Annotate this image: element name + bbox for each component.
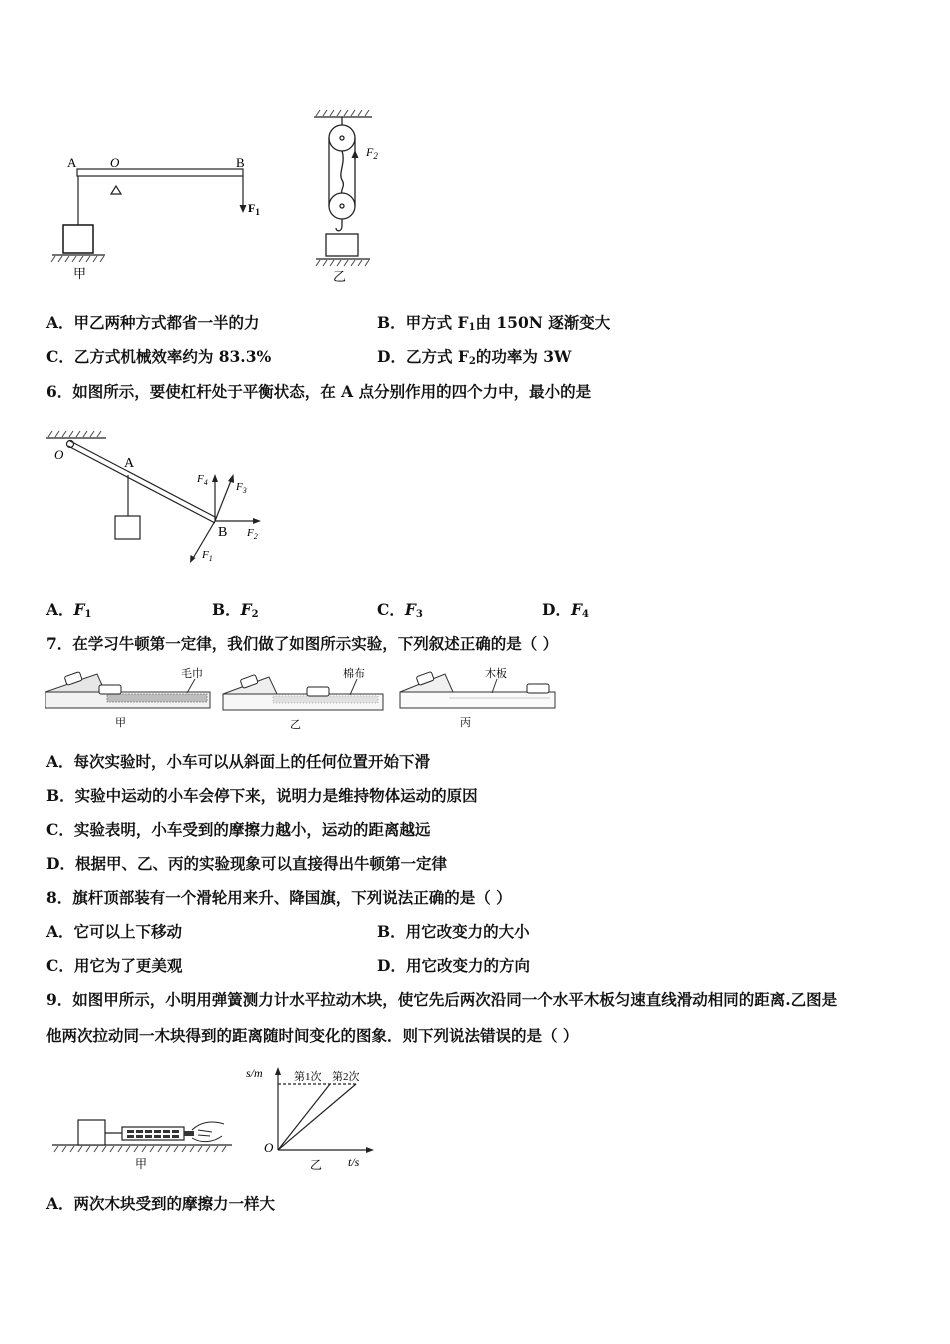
spring-scale bbox=[122, 1127, 184, 1140]
q7-stem: 7．在学习牛顿第一定律，我们做了如图所示实验，下列叙述正确的是（ ） bbox=[46, 634, 559, 653]
label-run1: 第1次 bbox=[294, 1071, 322, 1083]
label-a: A bbox=[67, 155, 77, 170]
figure-q7-experiments bbox=[45, 660, 557, 734]
force-f3 bbox=[215, 478, 232, 521]
label-f3: $F_3$ bbox=[236, 481, 247, 495]
q7-option-d: D．根据甲、乙、丙的实验现象可以直接得出牛顿第一定律 bbox=[46, 854, 447, 873]
q6-option-a: A．$F_1$ bbox=[46, 600, 92, 620]
q5-option-b: B．甲方式 $F_1$由 150N 逐渐变大 bbox=[377, 313, 611, 333]
line-run1 bbox=[278, 1084, 330, 1150]
panel-cotton bbox=[223, 666, 383, 731]
label-a: A bbox=[124, 456, 135, 471]
q8-option-a: A．它可以上下移动 bbox=[46, 922, 183, 941]
caption-yi: 乙 bbox=[310, 1158, 323, 1172]
q9-option-a: A．两次木块受到的摩擦力一样大 bbox=[46, 1194, 276, 1213]
figure-q9-jia bbox=[52, 1100, 242, 1175]
weight-block bbox=[115, 516, 140, 539]
figure-jia-lever bbox=[50, 150, 290, 285]
q7-option-b: B．实验中运动的小车会停下来，说明力是维持物体运动的原因 bbox=[46, 786, 478, 805]
fixed-pulley bbox=[329, 125, 355, 151]
q6-option-d: D．$F_4$ bbox=[542, 600, 589, 620]
arrowhead bbox=[240, 205, 247, 213]
label-b: B bbox=[236, 155, 245, 170]
lever-bottom-edge bbox=[68, 446, 215, 523]
label-f4: $F_4$ bbox=[197, 473, 208, 487]
figure-q9-yi-graph bbox=[244, 1062, 379, 1174]
x-axis-label: t/s bbox=[348, 1155, 360, 1169]
q9-stem-line2: 他两次拉动同一木块得到的距离随时间变化的图象．则下列说法错误的是（ ） bbox=[46, 1026, 579, 1045]
q5-option-a: A．甲乙两种方式都省一半的力 bbox=[46, 313, 260, 332]
q8-option-c: C．用它为了更美观 bbox=[46, 956, 183, 975]
panel-wood bbox=[400, 666, 555, 729]
caption-jia: 甲 bbox=[135, 1157, 148, 1171]
caption-bing: 丙 bbox=[460, 717, 471, 729]
line-run2 bbox=[278, 1084, 356, 1150]
label-b: B bbox=[218, 525, 228, 540]
fulcrum-triangle bbox=[111, 186, 121, 194]
caption-jia: 甲 bbox=[115, 717, 126, 729]
q7-option-a: A．每次实验时，小车可以从斜面上的任何位置开始下滑 bbox=[46, 752, 431, 771]
label-f1: $F_1$ bbox=[202, 549, 213, 563]
figure-yi-pulley bbox=[300, 108, 410, 288]
caption-yi: 乙 bbox=[290, 719, 301, 731]
label-o: O bbox=[54, 447, 64, 462]
label-o: O bbox=[110, 155, 120, 170]
label-run2: 第2次 bbox=[332, 1071, 360, 1083]
movable-pulley bbox=[329, 193, 355, 219]
label-f2: $F_2$ bbox=[366, 145, 378, 161]
lever-bar bbox=[77, 169, 243, 176]
figure-q6-lever bbox=[42, 430, 282, 570]
caption-yi: 乙 bbox=[333, 269, 347, 284]
label-wood: 木板 bbox=[485, 668, 507, 680]
origin-label: O bbox=[264, 1140, 274, 1155]
q6-stem: 6．如图所示，要使杠杆处于平衡状态，在 A 点分别作用的四个力中，最小的是 bbox=[46, 382, 592, 401]
q5-option-d: D．乙方式 $F_2$的功率为 3W bbox=[377, 347, 572, 367]
arrowhead bbox=[352, 150, 359, 158]
q8-option-d: D．用它改变力的方向 bbox=[377, 956, 530, 975]
load-block bbox=[326, 234, 358, 256]
q6-option-b: B．$F_2$ bbox=[212, 600, 259, 620]
label-towel: 毛巾 bbox=[181, 668, 203, 680]
q5-option-c: C．乙方式机械效率约为 83.3% bbox=[46, 347, 272, 366]
q6-option-c: C．$F_3$ bbox=[377, 600, 423, 620]
q9-stem-line1: 9．如图甲所示，小明用弹簧测力计水平拉动木块，使它先后两次沿同一个水平木板匀速直线滑动相同的距离.乙图是 bbox=[46, 990, 838, 1009]
y-axis-label: s/m bbox=[246, 1066, 263, 1080]
lever-top-edge bbox=[70, 441, 217, 518]
label-f2: $F_2$ bbox=[247, 527, 258, 541]
q8-option-b: B．用它改变力的大小 bbox=[377, 922, 530, 941]
weight-block bbox=[63, 225, 93, 253]
label-f1: $F_1$ bbox=[248, 201, 260, 217]
q7-option-c: C．实验表明，小车受到的摩擦力越小，运动的距离越远 bbox=[46, 820, 431, 839]
hook bbox=[336, 219, 342, 231]
panel-towel bbox=[45, 666, 210, 729]
caption-jia: 甲 bbox=[73, 266, 87, 281]
wood-block bbox=[78, 1120, 105, 1145]
label-cotton: 棉布 bbox=[343, 668, 365, 680]
q8-stem: 8．旗杆顶部装有一个滑轮用来升、降国旗，下列说法正确的是（ ） bbox=[46, 888, 512, 907]
